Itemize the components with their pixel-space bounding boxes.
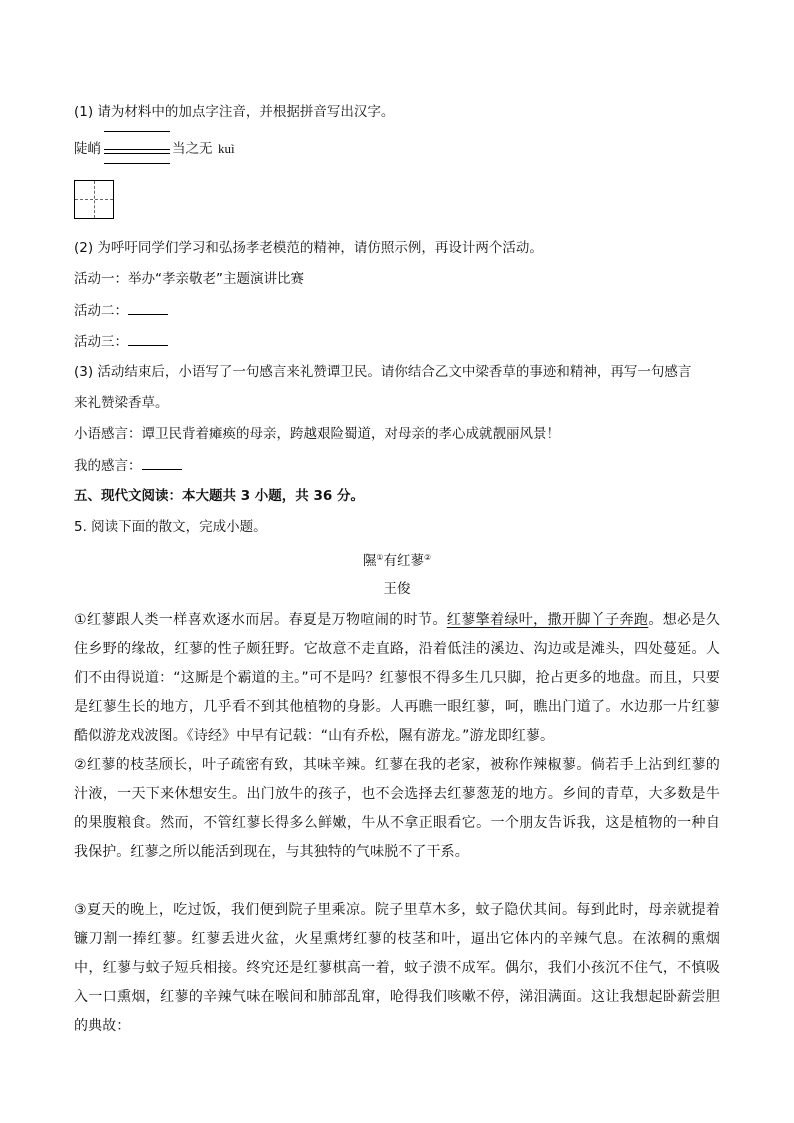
q2-activity1: 活动一：举办“孝亲敬老”主题演讲比赛 xyxy=(74,271,304,287)
q3-prompt-line2: 来礼赞梁香草。 xyxy=(74,395,169,411)
p1-text-a: ①红蓼跟人类一样喜欢逐水而居。春夏是万物喧闹的时节。 xyxy=(74,612,447,628)
article-author: 王俊 xyxy=(383,581,411,597)
mine-blank[interactable] xyxy=(142,457,182,470)
q2-activity3-label: 活动三： xyxy=(74,334,128,350)
answer-line-middle xyxy=(104,149,170,150)
answer-line-top xyxy=(104,131,170,132)
activity2-blank[interactable] xyxy=(128,302,168,315)
q1-word2: 当之无 xyxy=(172,141,213,157)
article-title xyxy=(0,550,794,569)
q2-activity2-label: 活动二： xyxy=(74,303,128,319)
article-paragraph-1 xyxy=(74,606,720,751)
section-heading: 五、现代文阅读：本大题共 3 小题，共 36 分。 xyxy=(74,488,364,504)
article-paragraph-3: ③夏天的晚上，吃过饭，我们便到院子里乘凉。院子里草木多，蚊子隐伏其间。每到此时，母亲就提着镰刀割一捧红蓼。红蓼丢进火盆，火星熏烤红蓼的枝茎和叶，逼出它体内的辛辣气息。在浓稠的熏烟中，红蓼与蚊子短兵相接。终究还是红蓼棋高一着，蚊子溃不成军。偶尔，我们小孩沉不住气，不慎吸入一口熏烟，红蓼的辛辣气味在喉间和肺部乱窜，呛得我们咳嗽不停，涕泪满面。这让我想起卧薪尝胆的典故： xyxy=(74,902,720,1034)
q3-mine-row xyxy=(74,457,182,474)
title-footnote-2: ② xyxy=(424,553,432,562)
title-part-2: 有红蓼 xyxy=(383,553,424,569)
title-part-1: 隰 xyxy=(362,553,377,569)
activity3-blank[interactable] xyxy=(128,333,168,346)
p1-text-b: 。想必是久住乡野的缘故，红蓼的性子颇狂野。它故意不走直路，沿着低洼的溪边、沟边或是滩头，四处蔓延。人们不由得说道：“这厮是个霸道的主。”可不是吗？红蓼恨不得多生几只脚，抢占更多的地盘。而且，只要是红蓼生长的地方，几乎看不到其他植物的身影。人再瞧一眼红蓼，呵，瞧出门道了。水边那一片红蓼酷似游龙戏波图。《诗经》中早有记载：“山有乔松，隰有游龙。”游龙即红蓼。 xyxy=(74,612,720,744)
q3-prompt-line1: (3) 活动结束后，小语写了一句感言来礼赞谭卫民。请你结合乙文中梁香草的事迹和精神，再写一句感言 xyxy=(74,364,692,380)
q2-prompt: (2) 为呼吁同学们学习和弘扬孝老模范的精神，请仿照示例，再设计两个活动。 xyxy=(74,240,543,256)
q2-activity2-row xyxy=(74,302,168,319)
q1-pinyin: kuì xyxy=(218,141,235,156)
q3-mine-label: 我的感言： xyxy=(74,458,142,474)
tianzige-writing-box[interactable] xyxy=(74,180,114,219)
q3-example: 小语感言：谭卫民背着瘫痪的母亲，跨越艰险蜀道，对母亲的孝心成就靓丽风景！ xyxy=(74,426,560,442)
title-footnote-1: ① xyxy=(376,553,384,562)
section-instruction: 5. 阅读下面的散文，完成小题。 xyxy=(74,519,267,535)
answer-line-middle-2 xyxy=(104,153,170,154)
answer-line-bottom xyxy=(104,163,170,164)
q1-prompt: (1) 请为材料中的加点字注音，并根据拼音写出汉字。 xyxy=(74,104,395,120)
p1-underlined-sentence: 红蓼擎着绿叶，撒开脚丫子奔跑 xyxy=(446,612,649,628)
q1-word1: 陡峭 xyxy=(74,141,101,157)
q2-activity3-row xyxy=(74,333,168,350)
article-paragraph-2: ②红蓼的枝茎颀长，叶子疏密有致，其味辛辣。红蓼在我的老家，被称作辣椒蓼。倘若手上沾到红蓼的汁液，一天下来休想安生。出门放牛的孩子，也不会选择去红蓼葱茏的地方。乡间的青草，大多数是牛的果腹粮食。然而，不管红蓼长得多么鲜嫩，牛从不拿正眼看它。一个朋友告诉我，这是植物的一种自我保护。红蓼之所以能活到现在，与其独特的气味脱不了干系。 xyxy=(74,757,720,860)
